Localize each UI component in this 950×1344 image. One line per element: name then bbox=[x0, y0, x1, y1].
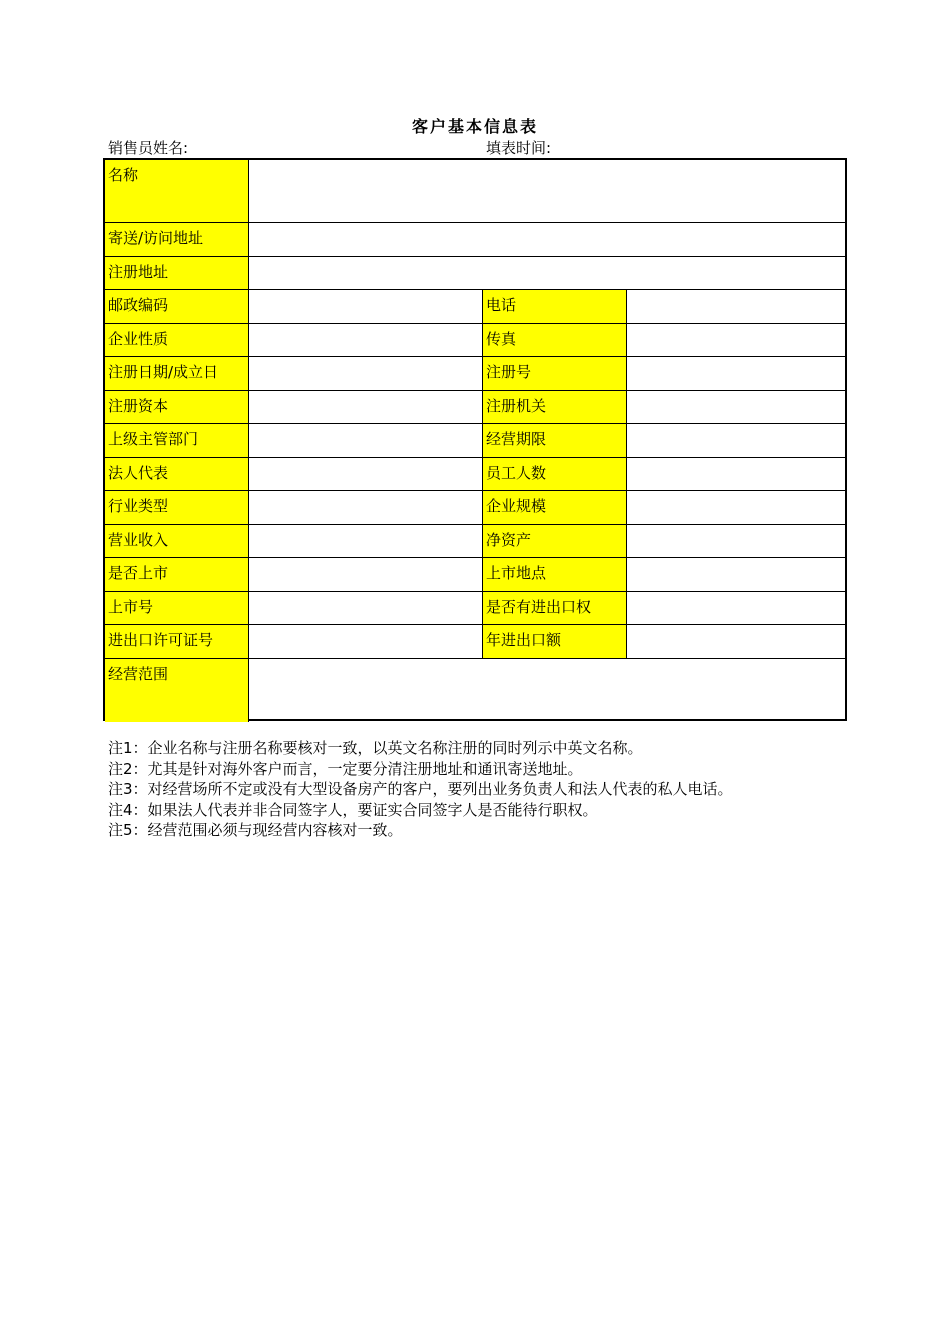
field-value[interactable] bbox=[627, 458, 845, 491]
form-row bbox=[105, 491, 845, 525]
form-row-scope bbox=[105, 659, 845, 722]
field-value[interactable] bbox=[627, 625, 845, 658]
note-line: 注1：企业名称与注册名称要核对一致，以英文名称注册的同时列示中英文名称。 bbox=[108, 739, 643, 757]
name-label: 名称 bbox=[105, 160, 249, 222]
field-label: 法人代表 bbox=[105, 458, 249, 491]
field-value[interactable] bbox=[249, 525, 483, 558]
field-value[interactable] bbox=[249, 424, 483, 457]
field-label: 上市号 bbox=[105, 592, 249, 625]
field-value[interactable] bbox=[627, 525, 845, 558]
field-value[interactable] bbox=[249, 357, 483, 390]
field-value[interactable] bbox=[249, 290, 483, 323]
field-value[interactable] bbox=[627, 391, 845, 424]
form-row bbox=[105, 525, 845, 559]
notes bbox=[108, 738, 908, 841]
business-scope-label: 经营范围 bbox=[105, 659, 249, 722]
form-row bbox=[105, 391, 845, 425]
note-line: 注2：尤其是针对海外客户而言，一定要分清注册地址和通讯寄送地址。 bbox=[108, 759, 583, 778]
field-label: 注册机关 bbox=[483, 391, 627, 424]
page-title: 客户基本信息表 bbox=[411, 117, 538, 136]
note-line: 注4：如果法人代表并非合同签字人，要证实合同签字人是否能待行职权。 bbox=[108, 800, 598, 819]
field-label: 电话 bbox=[483, 290, 627, 323]
name-field[interactable] bbox=[249, 160, 845, 222]
form-row bbox=[105, 592, 845, 626]
field-value[interactable] bbox=[249, 458, 483, 491]
field-value[interactable] bbox=[627, 491, 845, 524]
field-label: 上市地点 bbox=[483, 558, 627, 591]
field-value[interactable] bbox=[249, 558, 483, 591]
field-label: 是否上市 bbox=[105, 558, 249, 591]
field-label: 注册资本 bbox=[105, 391, 249, 424]
form-row-reg-address bbox=[105, 257, 845, 291]
form-row-name bbox=[105, 160, 845, 223]
form-row bbox=[105, 458, 845, 492]
form-row bbox=[105, 324, 845, 358]
form-row-mail-address bbox=[105, 223, 845, 257]
form-row bbox=[105, 290, 845, 324]
field-value[interactable] bbox=[627, 592, 845, 625]
reg-address-label: 注册地址 bbox=[105, 257, 249, 290]
field-label: 行业类型 bbox=[105, 491, 249, 524]
field-label: 邮政编码 bbox=[105, 290, 249, 323]
field-label: 上级主管部门 bbox=[105, 424, 249, 457]
field-value[interactable] bbox=[249, 391, 483, 424]
field-value[interactable] bbox=[627, 424, 845, 457]
form-row bbox=[105, 357, 845, 391]
form-row bbox=[105, 424, 845, 458]
field-value[interactable] bbox=[249, 324, 483, 357]
field-value[interactable] bbox=[627, 324, 845, 357]
field-label: 是否有进出口权 bbox=[483, 592, 627, 625]
field-label: 注册日期/成立日 bbox=[105, 357, 249, 390]
business-scope-field[interactable] bbox=[249, 659, 845, 722]
field-value[interactable] bbox=[627, 357, 845, 390]
customer-info-form bbox=[103, 158, 847, 721]
field-label: 企业性质 bbox=[105, 324, 249, 357]
field-label: 企业规模 bbox=[483, 491, 627, 524]
field-label: 进出口许可证号 bbox=[105, 625, 249, 658]
form-row bbox=[105, 625, 845, 659]
field-value[interactable] bbox=[627, 290, 845, 323]
field-value[interactable] bbox=[249, 491, 483, 524]
field-value[interactable] bbox=[249, 592, 483, 625]
note-line: 注3：对经营场所不定或没有大型设备房产的客户，要列出业务负责人和法人代表的私人电话。 bbox=[108, 780, 733, 798]
field-label: 净资产 bbox=[483, 525, 627, 558]
fill-date-label: 填表时间: bbox=[486, 139, 552, 157]
form-row bbox=[105, 558, 845, 592]
field-label: 传真 bbox=[483, 324, 627, 357]
field-value[interactable] bbox=[627, 558, 845, 591]
mail-address-label: 寄送/访问地址 bbox=[105, 223, 249, 256]
field-label: 年进出口额 bbox=[483, 625, 627, 658]
reg-address-field[interactable] bbox=[249, 257, 845, 290]
mail-address-field[interactable] bbox=[249, 223, 845, 256]
field-value[interactable] bbox=[249, 625, 483, 658]
field-label: 员工人数 bbox=[483, 458, 627, 491]
note-line: 注5：经营范围必须与现经营内容核对一致。 bbox=[108, 821, 403, 839]
field-label: 注册号 bbox=[483, 357, 627, 390]
field-label: 经营期限 bbox=[483, 424, 627, 457]
field-label: 营业收入 bbox=[105, 525, 249, 558]
salesperson-label: 销售员姓名: bbox=[108, 139, 189, 157]
